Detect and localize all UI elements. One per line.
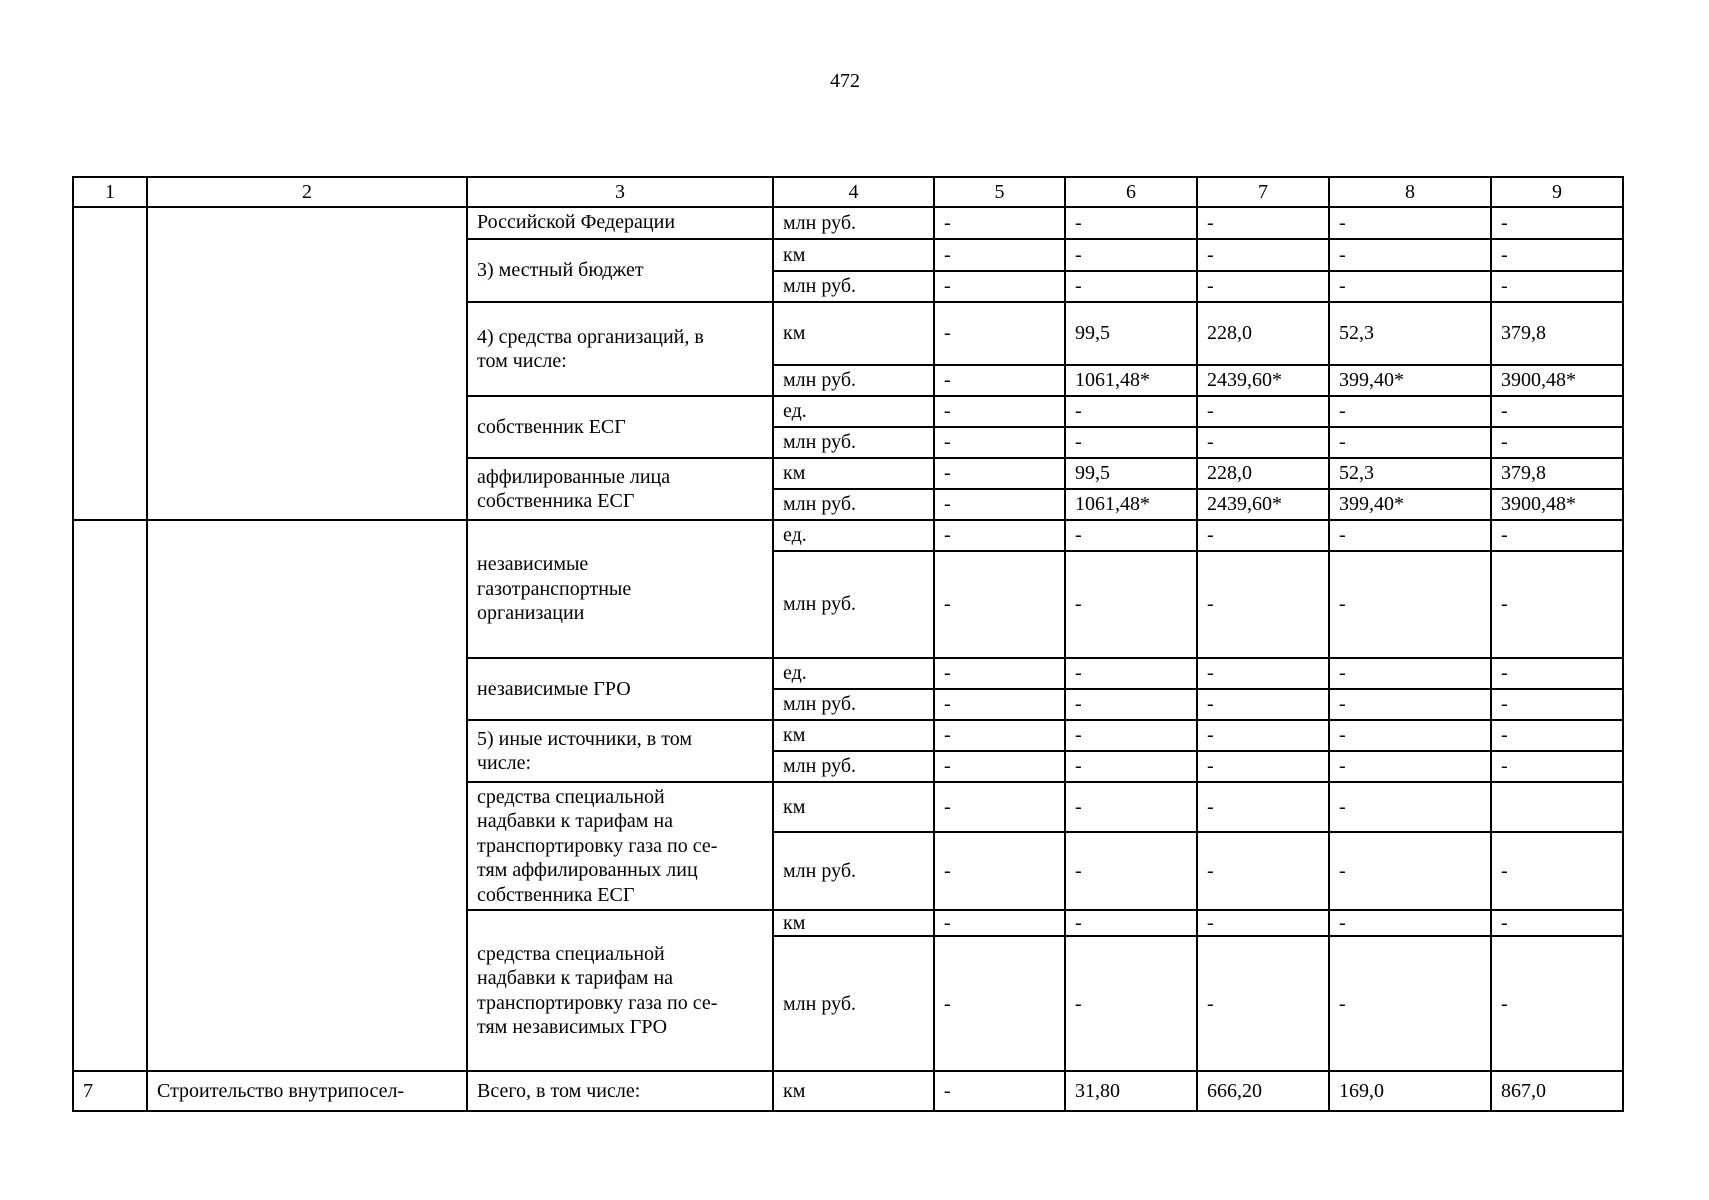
value-cell: 52,3 (1329, 458, 1491, 489)
header-cell: 5 (934, 177, 1065, 207)
value-cell: - (1197, 782, 1329, 832)
value-cell: 2439,60* (1197, 489, 1329, 520)
header-cell: 1 (73, 177, 147, 207)
value-cell: - (1329, 520, 1491, 551)
value-cell: - (1491, 832, 1623, 910)
unit-cell: млн руб. (773, 207, 934, 239)
funding-source-line: независимые (477, 553, 589, 576)
value-cell: - (1491, 396, 1623, 427)
value-cell: 2439,60* (1197, 365, 1329, 396)
funding-source-line: Российской Федерации (477, 211, 676, 233)
value-cell: - (934, 207, 1065, 239)
value-cell: - (1065, 551, 1197, 658)
unit-cell: км (773, 239, 934, 271)
value-cell: - (1197, 551, 1329, 658)
value-cell (1491, 782, 1623, 832)
value-cell: - (1491, 207, 1623, 239)
value-cell: - (934, 1071, 1065, 1111)
row-number-cell: 7 (73, 1071, 147, 1111)
value-cell: 169,0 (1329, 1071, 1491, 1111)
value-cell: - (934, 396, 1065, 427)
data-table (72, 176, 1624, 1112)
value-cell: - (1329, 910, 1491, 936)
header-cell: 4 (773, 177, 934, 207)
value-cell: - (1329, 658, 1491, 689)
value-cell: - (1197, 751, 1329, 782)
value-cell: - (1491, 239, 1623, 271)
value-cell: - (934, 365, 1065, 396)
funding-source-cell (467, 658, 773, 720)
value-cell: - (1065, 396, 1197, 427)
value-cell: - (1197, 207, 1329, 239)
item-name-cell (147, 520, 467, 1071)
value-cell: - (1491, 427, 1623, 458)
value-cell: - (1065, 207, 1197, 239)
value-cell: - (1065, 271, 1197, 302)
value-cell: - (1491, 271, 1623, 302)
value-cell: - (1197, 689, 1329, 720)
value-cell: - (1329, 207, 1491, 239)
value-cell: - (1491, 910, 1623, 936)
unit-cell: млн руб. (773, 489, 934, 520)
value-cell: - (934, 782, 1065, 832)
value-cell: - (934, 720, 1065, 751)
value-cell: - (934, 302, 1065, 365)
value-cell: - (1065, 782, 1197, 832)
value-cell: - (1197, 427, 1329, 458)
value-cell: - (1329, 689, 1491, 720)
funding-source-cell (467, 302, 773, 396)
item-name-cell: Строительство внутрипосел- (147, 1071, 467, 1111)
unit-cell: млн руб. (773, 689, 934, 720)
funding-source-cell (467, 910, 773, 1071)
unit-cell: млн руб. (773, 551, 934, 658)
value-cell: 867,0 (1491, 1071, 1623, 1111)
value-cell: - (1197, 396, 1329, 427)
value-cell: - (934, 520, 1065, 551)
value-cell: - (1329, 936, 1491, 1071)
value-cell: 99,5 (1065, 458, 1197, 489)
funding-source-cell (467, 239, 773, 302)
value-cell: 3900,48* (1491, 365, 1623, 396)
column-number-row (73, 177, 1623, 207)
value-cell: - (1329, 271, 1491, 302)
value-cell: - (1065, 658, 1197, 689)
value-cell: 3900,48* (1491, 489, 1623, 520)
value-cell: - (1197, 936, 1329, 1071)
funding-source-cell (467, 1071, 773, 1111)
value-cell: - (1065, 936, 1197, 1071)
value-cell: - (1329, 832, 1491, 910)
value-cell: - (1329, 751, 1491, 782)
unit-cell: млн руб. (773, 271, 934, 302)
value-cell: - (1329, 720, 1491, 751)
header-cell: 7 (1197, 177, 1329, 207)
header-cell: 3 (467, 177, 773, 207)
value-cell: - (1491, 658, 1623, 689)
value-cell: 52,3 (1329, 302, 1491, 365)
value-cell: - (934, 832, 1065, 910)
funding-source-line: транспортировку газа по се- (477, 834, 718, 857)
funding-source-line: 5) иные источники, в том (477, 727, 692, 750)
value-cell: - (1065, 720, 1197, 751)
value-cell: 228,0 (1197, 458, 1329, 489)
funding-source-cell (467, 782, 773, 910)
value-cell: 1061,48* (1065, 489, 1197, 520)
unit-cell: ед. (773, 520, 934, 551)
page-number: 472 (830, 70, 860, 92)
funding-source-line: организации (477, 602, 585, 625)
header-cell: 9 (1491, 177, 1623, 207)
funding-source-line: том числе: (477, 350, 567, 372)
value-cell: - (1197, 520, 1329, 551)
value-cell: 379,8 (1491, 458, 1623, 489)
value-cell: - (1491, 551, 1623, 658)
unit-cell: км (773, 458, 934, 489)
value-cell: 399,40* (1329, 489, 1491, 520)
value-cell: - (1329, 239, 1491, 271)
value-cell: - (1197, 832, 1329, 910)
funding-source-cell (467, 520, 773, 658)
value-cell: - (934, 489, 1065, 520)
funding-source-line: числе: (477, 752, 532, 774)
funding-source-line: газотранспортные (477, 577, 632, 600)
header-cell: 8 (1329, 177, 1491, 207)
header-cell: 2 (147, 177, 467, 207)
funding-source-line: тям независимых ГРО (477, 1016, 668, 1039)
funding-source-line: надбавки к тарифам на (477, 967, 674, 990)
value-cell: - (1065, 910, 1197, 936)
unit-cell: млн руб. (773, 936, 934, 1071)
value-cell: - (1329, 427, 1491, 458)
row-number-cell (73, 207, 147, 520)
value-cell: - (1197, 239, 1329, 271)
value-cell: - (1065, 751, 1197, 782)
value-cell: 1061,48* (1065, 365, 1197, 396)
value-cell: 228,0 (1197, 302, 1329, 365)
funding-source-line: Всего, в том числе: (477, 1080, 641, 1103)
value-cell: - (1065, 520, 1197, 551)
value-cell: - (1491, 720, 1623, 751)
table-row (73, 1071, 1623, 1111)
funding-source-line: собственника ЕСГ (477, 490, 635, 512)
funding-source-line: независимые ГРО (477, 677, 631, 700)
unit-cell: ед. (773, 396, 934, 427)
value-cell: - (1491, 936, 1623, 1071)
value-cell: - (934, 751, 1065, 782)
funding-source-cell (467, 207, 773, 239)
table-row (73, 520, 1623, 551)
unit-cell: млн руб. (773, 365, 934, 396)
funding-source-cell (467, 458, 773, 520)
item-name-cell (147, 207, 467, 520)
value-cell: - (934, 689, 1065, 720)
value-cell: 31,80 (1065, 1071, 1197, 1111)
header-cell: 6 (1065, 177, 1197, 207)
value-cell: - (1329, 551, 1491, 658)
funding-source-cell (467, 396, 773, 458)
funding-source-line: средства специальной (477, 786, 665, 808)
value-cell: - (1197, 910, 1329, 936)
unit-cell: км (773, 720, 934, 751)
row-number-cell (73, 520, 147, 1071)
funding-source-line: собственник ЕСГ (477, 415, 626, 438)
unit-cell: млн руб. (773, 427, 934, 458)
unit-cell: км (773, 910, 934, 936)
value-cell: - (934, 239, 1065, 271)
value-cell: - (934, 936, 1065, 1071)
value-cell: - (1329, 782, 1491, 832)
value-cell: - (934, 910, 1065, 936)
value-cell: - (1329, 396, 1491, 427)
funding-source-line: надбавки к тарифам на (477, 810, 674, 833)
table-row (73, 207, 1623, 239)
unit-cell: млн руб. (773, 751, 934, 782)
funding-source-cell (467, 720, 773, 782)
unit-cell: км (773, 1071, 934, 1111)
value-cell: 666,20 (1197, 1071, 1329, 1111)
funding-source-line: собственника ЕСГ (477, 883, 635, 906)
value-cell: - (1065, 427, 1197, 458)
value-cell: 99,5 (1065, 302, 1197, 365)
funding-source-line: средства специальной (477, 942, 665, 965)
unit-cell: ед. (773, 658, 934, 689)
value-cell: - (934, 551, 1065, 658)
funding-source-line: транспортировку газа по се- (477, 991, 718, 1014)
value-cell: - (934, 458, 1065, 489)
funding-source-line: тям аффилированных лиц (477, 859, 698, 882)
value-cell: - (1491, 751, 1623, 782)
value-cell: - (934, 658, 1065, 689)
unit-cell: км (773, 302, 934, 365)
funding-source-line: 4) средства организаций, в (477, 325, 704, 348)
value-cell: - (1197, 720, 1329, 751)
funding-source-line: аффилированные лица (477, 465, 671, 488)
value-cell: - (934, 427, 1065, 458)
value-cell: - (1197, 271, 1329, 302)
table-body (73, 207, 1623, 1111)
unit-cell: млн руб. (773, 832, 934, 910)
value-cell: - (1197, 658, 1329, 689)
value-cell: - (1065, 832, 1197, 910)
value-cell: - (934, 271, 1065, 302)
value-cell: - (1065, 689, 1197, 720)
value-cell: 379,8 (1491, 302, 1623, 365)
value-cell: 399,40* (1329, 365, 1491, 396)
value-cell: - (1491, 520, 1623, 551)
funding-source-line: 3) местный бюджет (477, 259, 644, 282)
value-cell: - (1491, 689, 1623, 720)
unit-cell: км (773, 782, 934, 832)
value-cell: - (1065, 239, 1197, 271)
